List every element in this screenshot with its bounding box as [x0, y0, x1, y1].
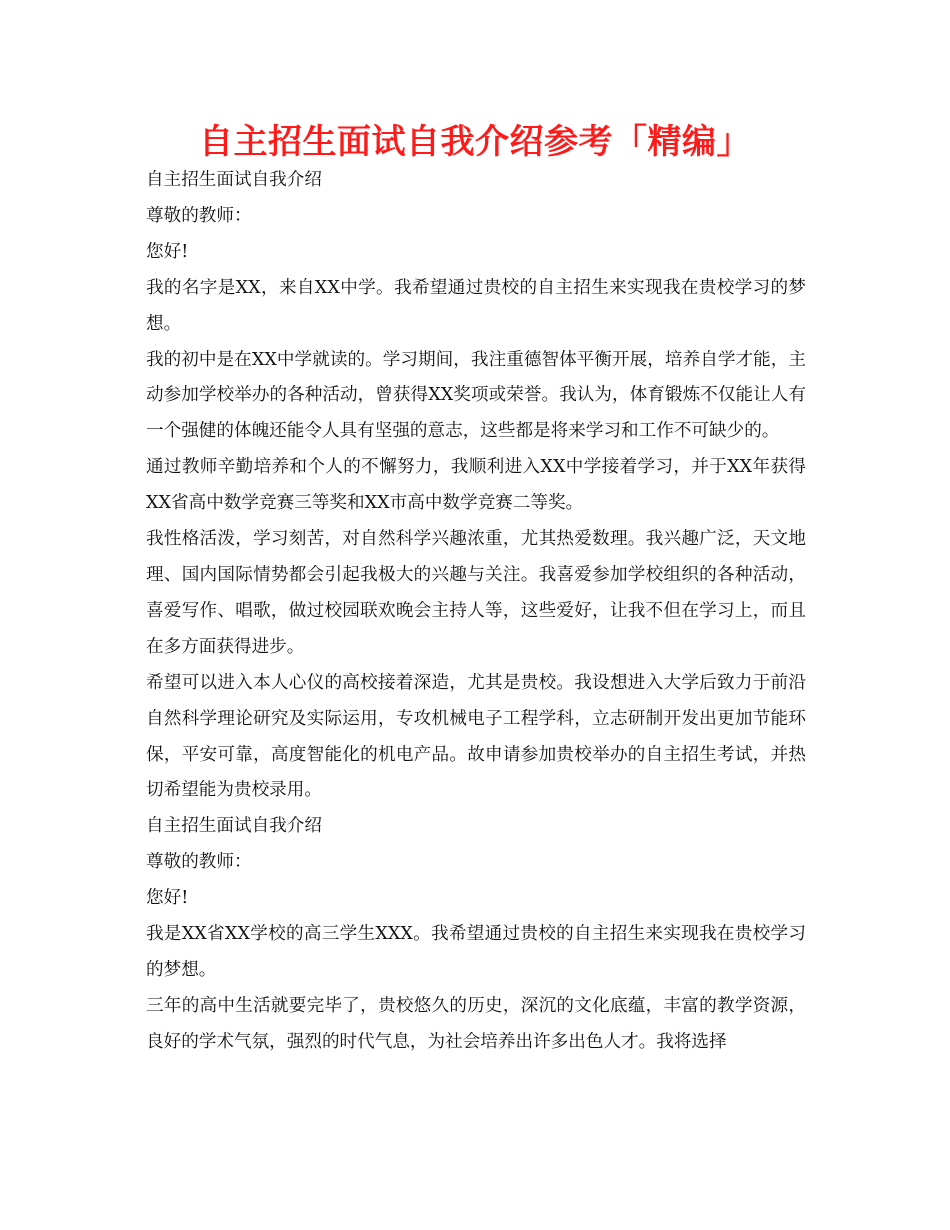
body-paragraph: 我性格活泼，学习刻苦，对自然科学兴趣浓重，尤其热爱数理。我兴趣广泛，天文地理、国内国际情势都会引起我极大的兴趣与关注。我喜爱参加学校组织的各种活动，喜爱写作、唱歌，做过校园联欢晚会主持人等，这些爱好，让我不但在学习上，而且在多方面获得进步。	[146, 529, 806, 657]
section-heading-1: 自主招生面试自我介绍	[146, 170, 322, 190]
section-heading-2: 自主招生面试自我介绍	[146, 816, 322, 837]
document-body	[146, 163, 806, 1061]
salutation-1: 尊敬的教师：	[146, 205, 252, 226]
document-title: 自主招生面试自我介绍参考「精编」	[199, 122, 751, 162]
body-paragraph: 三年的高中生活就要完毕了，贵校悠久的历史，深沉的文化底蕴，丰富的教学资源，良好的学术气氛，强烈的时代气息，为社会培养出许多出色人才。我将选择	[146, 995, 806, 1052]
body-paragraph: 我的初中是在XX中学就读的。学习期间，我注重德智体平衡开展，培养自学才能，主动参加学校举办的各种活动，曾获得XX奖项或荣誉。我认为，体育锻炼不仅能让人有一个强健的体魄还能令人具有坚强的意志，这些都是将来学习和工作不可缺少的。	[146, 349, 806, 442]
greeting-1: 您好!	[146, 241, 189, 262]
salutation-2: 尊敬的教师：	[146, 852, 252, 873]
body-paragraph: 希望可以进入本人心仪的高校接着深造，尤其是贵校。我设想进入大学后致力于前沿自然科学理论研究及实际运用，专攻机械电子工程学科，立志研制开发出更加节能环保，平安可靠，高度智能化的机电产品。故申请参加贵校举办的自主招生考试，并热切希望能为贵校录用。	[146, 672, 806, 801]
body-paragraph: 我是XX省XX学校的高三学生XXX。我希望通过贵校的自主招生来实现我在贵校学习的梦想。	[146, 924, 806, 980]
body-paragraph: 通过教师辛勤培养和个人的不懈努力，我顺利进入XX中学接着学习，并于XX年获得XX省高中数学竞赛三等奖和XX市高中数学竞赛二等奖。	[146, 457, 806, 514]
body-paragraph: 我的名字是XX，来自XX中学。我希望通过贵校的自主招生来实现我在贵校学习的梦想。	[146, 277, 806, 334]
greeting-2: 您好!	[146, 888, 189, 909]
